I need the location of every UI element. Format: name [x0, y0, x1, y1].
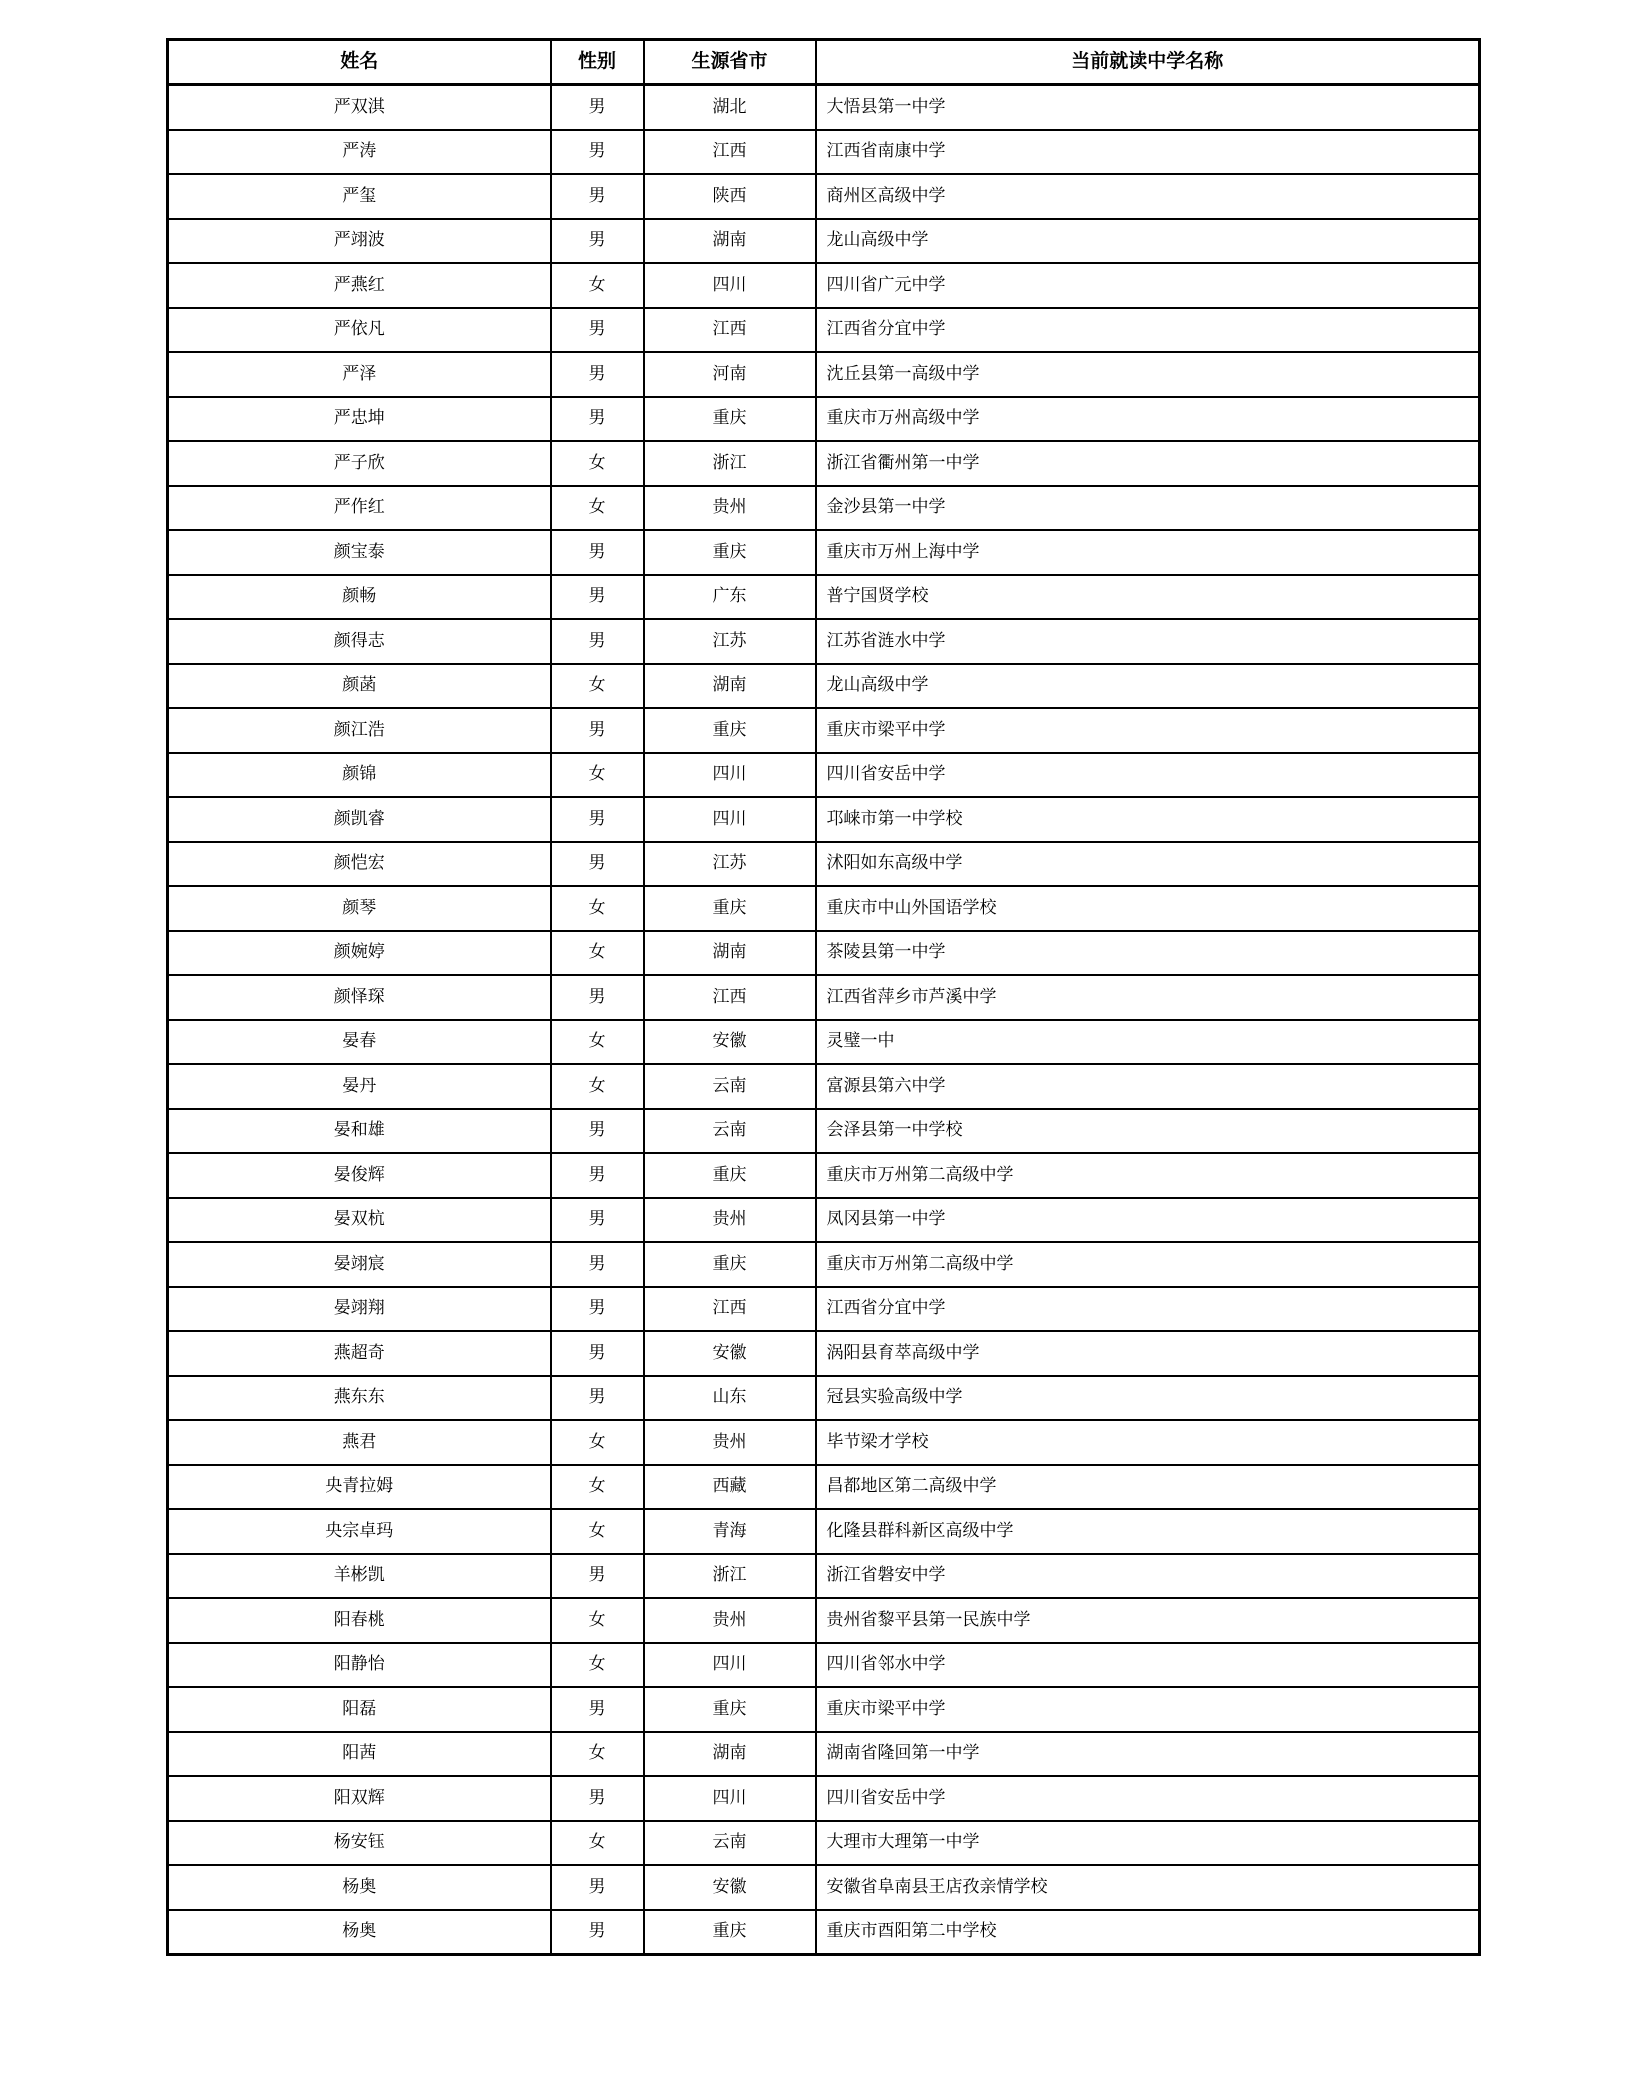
cell-name: 阳静怡	[168, 1643, 551, 1688]
cell-name: 杨奥	[168, 1910, 551, 1955]
cell-school: 重庆市万州第二高级中学	[816, 1242, 1480, 1287]
cell-school: 凤冈县第一中学	[816, 1198, 1480, 1243]
cell-province: 四川	[644, 263, 816, 308]
cell-school: 昌都地区第二高级中学	[816, 1465, 1480, 1510]
table-row	[168, 1109, 1480, 1154]
cell-name: 严翊波	[168, 219, 551, 264]
cell-province: 云南	[644, 1821, 816, 1866]
cell-name: 严双淇	[168, 85, 551, 130]
cell-name: 颜婉婷	[168, 931, 551, 976]
cell-gender: 女	[551, 931, 644, 976]
cell-school: 四川省安岳中学	[816, 1776, 1480, 1821]
cell-name: 颜怿琛	[168, 975, 551, 1020]
cell-gender: 女	[551, 1598, 644, 1643]
cell-name: 颜江浩	[168, 708, 551, 753]
cell-gender: 男	[551, 352, 644, 397]
table-row	[168, 352, 1480, 397]
cell-school: 茶陵县第一中学	[816, 931, 1480, 976]
cell-school: 沈丘县第一高级中学	[816, 352, 1480, 397]
cell-province: 江西	[644, 975, 816, 1020]
table-row	[168, 1331, 1480, 1376]
cell-name: 严涛	[168, 130, 551, 175]
table-row	[168, 397, 1480, 442]
cell-name: 晏春	[168, 1020, 551, 1065]
table-body	[168, 85, 1480, 1955]
cell-name: 央青拉姆	[168, 1465, 551, 1510]
cell-gender: 男	[551, 1153, 644, 1198]
cell-school: 四川省广元中学	[816, 263, 1480, 308]
table-row	[168, 1598, 1480, 1643]
table-row	[168, 886, 1480, 931]
cell-school: 大理市大理第一中学	[816, 1821, 1480, 1866]
table-row	[168, 219, 1480, 264]
cell-province: 湖北	[644, 85, 816, 130]
cell-name: 严作红	[168, 486, 551, 531]
cell-province: 重庆	[644, 397, 816, 442]
cell-province: 山东	[644, 1376, 816, 1421]
cell-school: 大悟县第一中学	[816, 85, 1480, 130]
cell-school: 江西省南康中学	[816, 130, 1480, 175]
cell-province: 四川	[644, 1643, 816, 1688]
cell-school: 重庆市酉阳第二中学校	[816, 1910, 1480, 1955]
cell-name: 燕君	[168, 1420, 551, 1465]
cell-name: 央宗卓玛	[168, 1509, 551, 1554]
cell-province: 江苏	[644, 619, 816, 664]
table-row	[168, 753, 1480, 798]
cell-name: 晏双杭	[168, 1198, 551, 1243]
cell-school: 重庆市中山外国语学校	[816, 886, 1480, 931]
cell-school: 重庆市万州高级中学	[816, 397, 1480, 442]
table-row	[168, 1242, 1480, 1287]
cell-province: 安徽	[644, 1020, 816, 1065]
cell-province: 浙江	[644, 1554, 816, 1599]
cell-province: 重庆	[644, 1242, 816, 1287]
cell-gender: 男	[551, 1776, 644, 1821]
cell-school: 涡阳县育萃高级中学	[816, 1331, 1480, 1376]
table-row	[168, 1465, 1480, 1510]
cell-province: 湖南	[644, 1732, 816, 1777]
cell-school: 商州区高级中学	[816, 174, 1480, 219]
cell-province: 云南	[644, 1064, 816, 1109]
table-row	[168, 130, 1480, 175]
cell-province: 四川	[644, 1776, 816, 1821]
cell-name: 燕超奇	[168, 1331, 551, 1376]
column-header-gender: 性别	[551, 40, 644, 85]
cell-school: 沭阳如东高级中学	[816, 842, 1480, 887]
cell-school: 四川省安岳中学	[816, 753, 1480, 798]
cell-school: 重庆市梁平中学	[816, 1687, 1480, 1732]
cell-name: 晏和雄	[168, 1109, 551, 1154]
table-row	[168, 1020, 1480, 1065]
cell-province: 江西	[644, 1287, 816, 1332]
column-header-province: 生源省市	[644, 40, 816, 85]
cell-gender: 女	[551, 753, 644, 798]
table-row	[168, 664, 1480, 709]
cell-province: 重庆	[644, 886, 816, 931]
cell-province: 陕西	[644, 174, 816, 219]
table-row	[168, 441, 1480, 486]
table-row	[168, 619, 1480, 664]
cell-gender: 男	[551, 842, 644, 887]
cell-province: 安徽	[644, 1865, 816, 1910]
cell-province: 重庆	[644, 1153, 816, 1198]
cell-school: 龙山高级中学	[816, 219, 1480, 264]
cell-school: 浙江省磐安中学	[816, 1554, 1480, 1599]
cell-province: 重庆	[644, 1910, 816, 1955]
cell-school: 化隆县群科新区高级中学	[816, 1509, 1480, 1554]
table-row	[168, 1376, 1480, 1421]
cell-school: 邛崃市第一中学校	[816, 797, 1480, 842]
cell-name: 颜宝泰	[168, 530, 551, 575]
cell-gender: 男	[551, 85, 644, 130]
cell-school: 江西省萍乡市芦溪中学	[816, 975, 1480, 1020]
cell-school: 重庆市万州第二高级中学	[816, 1153, 1480, 1198]
table-row	[168, 263, 1480, 308]
cell-school: 灵璧一中	[816, 1020, 1480, 1065]
header-row	[168, 40, 1480, 85]
cell-gender: 男	[551, 174, 644, 219]
table-row	[168, 1910, 1480, 1955]
cell-province: 江西	[644, 130, 816, 175]
cell-school: 毕节梁才学校	[816, 1420, 1480, 1465]
cell-name: 颜琴	[168, 886, 551, 931]
cell-gender: 女	[551, 1509, 644, 1554]
table-row	[168, 1776, 1480, 1821]
cell-school: 龙山高级中学	[816, 664, 1480, 709]
cell-name: 颜锦	[168, 753, 551, 798]
table-row	[168, 975, 1480, 1020]
cell-name: 阳茜	[168, 1732, 551, 1777]
cell-gender: 男	[551, 130, 644, 175]
cell-name: 颜菡	[168, 664, 551, 709]
table-row	[168, 174, 1480, 219]
cell-gender: 男	[551, 1287, 644, 1332]
table-row	[168, 1821, 1480, 1866]
cell-gender: 男	[551, 575, 644, 620]
table-row	[168, 797, 1480, 842]
cell-name: 晏丹	[168, 1064, 551, 1109]
cell-gender: 男	[551, 1242, 644, 1287]
table-row	[168, 308, 1480, 353]
cell-province: 贵州	[644, 486, 816, 531]
cell-school: 金沙县第一中学	[816, 486, 1480, 531]
table-row	[168, 1687, 1480, 1732]
cell-gender: 男	[551, 708, 644, 753]
cell-name: 晏翊宸	[168, 1242, 551, 1287]
cell-name: 杨奥	[168, 1865, 551, 1910]
table-row	[168, 1509, 1480, 1554]
cell-gender: 男	[551, 1687, 644, 1732]
cell-gender: 女	[551, 1643, 644, 1688]
cell-name: 严泽	[168, 352, 551, 397]
cell-name: 阳春桃	[168, 1598, 551, 1643]
column-header-name: 姓名	[168, 40, 551, 85]
cell-name: 羊彬凯	[168, 1554, 551, 1599]
cell-gender: 女	[551, 1420, 644, 1465]
cell-province: 贵州	[644, 1420, 816, 1465]
cell-gender: 男	[551, 1910, 644, 1955]
cell-name: 燕东东	[168, 1376, 551, 1421]
cell-province: 西藏	[644, 1465, 816, 1510]
cell-name: 杨安钰	[168, 1821, 551, 1866]
cell-school: 湖南省隆回第一中学	[816, 1732, 1480, 1777]
cell-name: 颜恺宏	[168, 842, 551, 887]
cell-name: 严依凡	[168, 308, 551, 353]
cell-name: 严玺	[168, 174, 551, 219]
cell-gender: 男	[551, 1865, 644, 1910]
cell-school: 富源县第六中学	[816, 1064, 1480, 1109]
cell-gender: 男	[551, 797, 644, 842]
cell-province: 四川	[644, 797, 816, 842]
cell-gender: 女	[551, 664, 644, 709]
cell-gender: 女	[551, 1064, 644, 1109]
table-row	[168, 931, 1480, 976]
cell-province: 四川	[644, 753, 816, 798]
column-header-school: 当前就读中学名称	[816, 40, 1480, 85]
cell-school: 江苏省涟水中学	[816, 619, 1480, 664]
cell-name: 颜凯睿	[168, 797, 551, 842]
cell-gender: 女	[551, 263, 644, 308]
cell-gender: 男	[551, 1109, 644, 1154]
cell-province: 重庆	[644, 1687, 816, 1732]
cell-name: 严子欣	[168, 441, 551, 486]
cell-name: 严忠坤	[168, 397, 551, 442]
cell-name: 晏翊翔	[168, 1287, 551, 1332]
cell-school: 贵州省黎平县第一民族中学	[816, 1598, 1480, 1643]
cell-gender: 女	[551, 441, 644, 486]
cell-province: 湖南	[644, 219, 816, 264]
table-row	[168, 1865, 1480, 1910]
cell-school: 冠县实验高级中学	[816, 1376, 1480, 1421]
cell-name: 颜得志	[168, 619, 551, 664]
cell-name: 阳双辉	[168, 1776, 551, 1821]
cell-school: 重庆市万州上海中学	[816, 530, 1480, 575]
cell-province: 贵州	[644, 1198, 816, 1243]
cell-province: 江苏	[644, 842, 816, 887]
table-row	[168, 1420, 1480, 1465]
cell-gender: 男	[551, 1331, 644, 1376]
cell-province: 重庆	[644, 530, 816, 575]
cell-province: 贵州	[644, 1598, 816, 1643]
cell-province: 广东	[644, 575, 816, 620]
cell-gender: 男	[551, 530, 644, 575]
students-table	[166, 38, 1481, 1956]
table-row	[168, 1064, 1480, 1109]
cell-school: 安徽省阜南县王店孜亲情学校	[816, 1865, 1480, 1910]
table-row	[168, 1198, 1480, 1243]
cell-gender: 男	[551, 397, 644, 442]
cell-province: 青海	[644, 1509, 816, 1554]
cell-province: 河南	[644, 352, 816, 397]
cell-school: 重庆市梁平中学	[816, 708, 1480, 753]
cell-gender: 女	[551, 1020, 644, 1065]
cell-name: 严燕红	[168, 263, 551, 308]
table-row	[168, 842, 1480, 887]
table-row	[168, 486, 1480, 531]
cell-gender: 男	[551, 308, 644, 353]
cell-school: 四川省邻水中学	[816, 1643, 1480, 1688]
cell-school: 浙江省衢州第一中学	[816, 441, 1480, 486]
cell-province: 江西	[644, 308, 816, 353]
cell-province: 湖南	[644, 931, 816, 976]
cell-gender: 女	[551, 486, 644, 531]
table-row	[168, 1554, 1480, 1599]
cell-gender: 男	[551, 1554, 644, 1599]
table-row	[168, 1153, 1480, 1198]
cell-province: 重庆	[644, 708, 816, 753]
cell-name: 阳磊	[168, 1687, 551, 1732]
table-row	[168, 1643, 1480, 1688]
cell-province: 湖南	[644, 664, 816, 709]
cell-school: 江西省分宜中学	[816, 1287, 1480, 1332]
cell-gender: 男	[551, 975, 644, 1020]
cell-province: 云南	[644, 1109, 816, 1154]
cell-gender: 男	[551, 1376, 644, 1421]
cell-gender: 女	[551, 1732, 644, 1777]
cell-name: 晏俊辉	[168, 1153, 551, 1198]
cell-school: 江西省分宜中学	[816, 308, 1480, 353]
table-row	[168, 708, 1480, 753]
cell-school: 普宁国贤学校	[816, 575, 1480, 620]
cell-gender: 女	[551, 1465, 644, 1510]
cell-gender: 女	[551, 886, 644, 931]
cell-gender: 男	[551, 619, 644, 664]
cell-gender: 男	[551, 1198, 644, 1243]
cell-province: 安徽	[644, 1331, 816, 1376]
table-row	[168, 530, 1480, 575]
cell-province: 浙江	[644, 441, 816, 486]
cell-gender: 男	[551, 219, 644, 264]
cell-gender: 女	[551, 1821, 644, 1866]
table-row	[168, 85, 1480, 130]
table-row	[168, 1287, 1480, 1332]
table-row	[168, 1732, 1480, 1777]
cell-name: 颜畅	[168, 575, 551, 620]
table-row	[168, 575, 1480, 620]
cell-school: 会泽县第一中学校	[816, 1109, 1480, 1154]
